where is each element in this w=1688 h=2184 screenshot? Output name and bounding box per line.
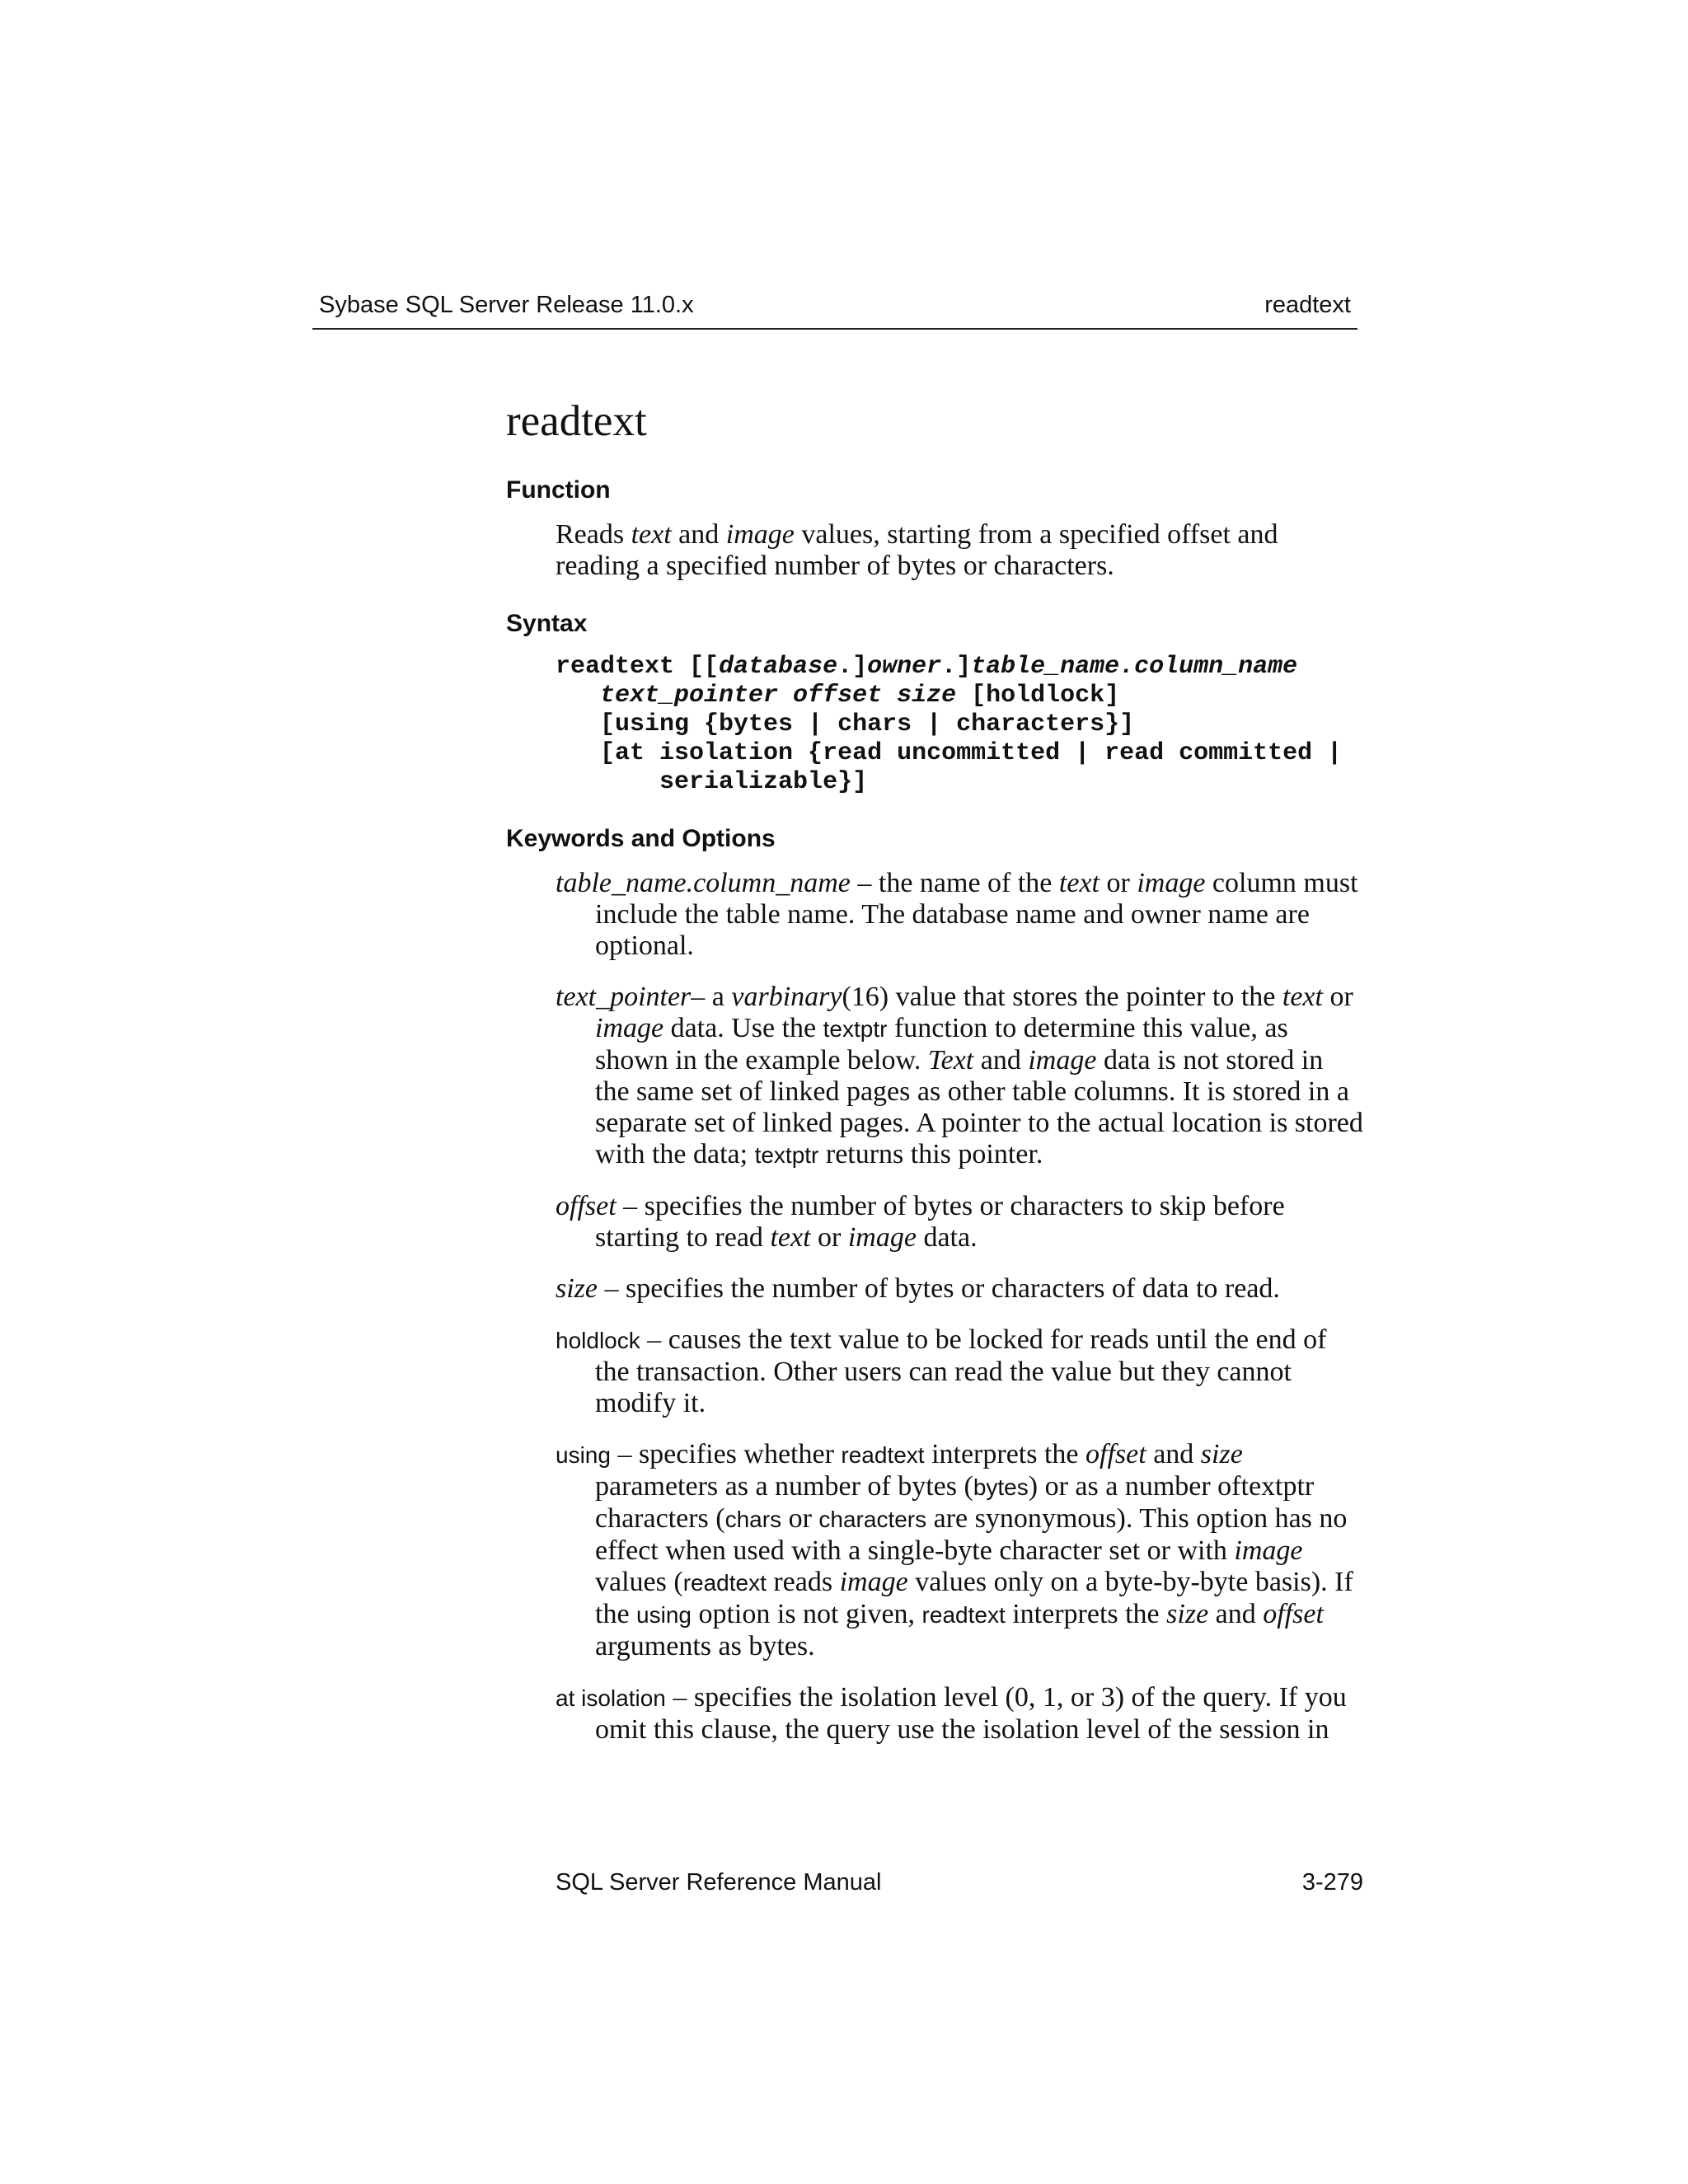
kw-text: function to determine this value, as shown in the example below. (595, 1012, 1288, 1076)
syntax-params: text_pointer offset size (600, 681, 957, 710)
kw-command: bytes (973, 1474, 1029, 1500)
kw-text: – specifies the number of bytes or characters to skip before starting to read (595, 1190, 1285, 1253)
kw-text: values only on a byte-by-byte basis). If the (595, 1566, 1353, 1629)
kw-text: interprets the (1005, 1598, 1167, 1629)
kw-text: data is not stored in the same set of linked pages as other table columns. It is stored in a separate set of linked pages. A pointer to the actual location is stored with the data; (595, 1044, 1363, 1169)
function-text-1: Reads (556, 518, 631, 550)
kw-text: and (1146, 1438, 1201, 1469)
kw-term: holdlock (556, 1327, 640, 1353)
kw-text: option is not given, (691, 1598, 922, 1629)
kw-text: or (781, 1502, 819, 1534)
keyword-using (556, 1439, 1363, 1662)
kw-text: – a (691, 981, 732, 1012)
kw-text: or (1322, 981, 1353, 1012)
syntax-database: database (719, 652, 838, 681)
kw-term: at isolation (556, 1685, 666, 1711)
kw-text: data. Use the (663, 1012, 823, 1043)
syntax-serializable: serializable}] (659, 767, 868, 796)
kw-command: chars (724, 1506, 782, 1532)
kw-text: or (1099, 867, 1137, 898)
kw-italic: text (770, 1221, 811, 1253)
keyword-at-isolation (556, 1682, 1363, 1746)
kw-italic: image (595, 1012, 664, 1043)
syntax-using: [using {bytes | chars | characters}] (600, 710, 1135, 738)
syntax-heading: Syntax (506, 609, 588, 637)
page-number: 3-279 (1301, 1869, 1363, 1896)
kw-italic: text (1282, 981, 1323, 1012)
kw-text: – specifies the isolation level (0, 1, or 3) of the query. If you omit this clause, the query use the isolation level of the session in (595, 1681, 1347, 1745)
kw-text: – causes the text value to be locked for reads until the end of the transaction. Other users can read the value but they cannot modify it. (595, 1324, 1327, 1418)
kw-text: returns this pointer. (818, 1138, 1043, 1169)
kw-italic: image (839, 1566, 908, 1597)
kw-command: textptr (823, 1015, 888, 1042)
keyword-offset (556, 1191, 1363, 1254)
header-product: Sybase SQL Server Release 11.0.x (319, 292, 694, 318)
kw-italic: image (1028, 1044, 1097, 1076)
kw-text: are synonymous). This option has no effect when used with a single-byte character set or with (595, 1502, 1348, 1566)
page-title: readtext (506, 397, 647, 445)
kw-text: (16) value that stores the pointer to the (842, 981, 1282, 1012)
kw-term: table_name.column_name (556, 867, 851, 898)
kw-text: ) or as a number oftextptr characters ( (595, 1470, 1315, 1534)
kw-command: characters (818, 1506, 927, 1532)
keyword-holdlock (556, 1324, 1363, 1419)
function-description (556, 519, 1363, 582)
syntax-dot2: .] (941, 652, 972, 681)
kw-text: – specifies the number of bytes or characters of data to read. (598, 1272, 1280, 1304)
kw-italic: text (1058, 867, 1100, 898)
syntax-dot1: .] (837, 652, 868, 681)
kw-italic: image (1137, 867, 1206, 898)
kw-command: using (636, 1601, 692, 1628)
kw-italic: offset (1263, 1598, 1324, 1629)
kw-command: readtext (841, 1441, 925, 1468)
header-topic: readtext (1264, 292, 1351, 318)
kw-term: offset (556, 1190, 617, 1221)
kw-text: interprets the (924, 1438, 1086, 1469)
footer-manual-title: SQL Server Reference Manual (556, 1869, 882, 1896)
running-header (312, 288, 1357, 330)
kw-command: textptr (754, 1141, 819, 1168)
syntax-block (556, 653, 1363, 797)
kw-text: – specifies whether (610, 1438, 842, 1469)
kw-italic: size (1200, 1438, 1243, 1469)
kw-italic: image (847, 1221, 917, 1253)
kw-text: or (810, 1221, 848, 1253)
function-heading: Function (506, 476, 611, 504)
function-text-italic-1: text (631, 518, 672, 550)
kw-term: using (556, 1441, 611, 1468)
kw-text: reads (766, 1566, 840, 1597)
page-content (506, 396, 1363, 1765)
kw-text: data. (916, 1221, 978, 1253)
kw-text: and (1208, 1598, 1264, 1629)
kw-italic: varbinary (731, 981, 842, 1012)
syntax-owner: owner (867, 652, 942, 681)
kw-command: readtext (921, 1601, 1006, 1628)
kw-command: readtext (682, 1569, 767, 1596)
kw-text: and (973, 1044, 1029, 1076)
kw-italic: Text (927, 1044, 974, 1076)
function-text-3: values, starting from a specified offset and reading a specified number of bytes or characters. (556, 518, 1278, 581)
kw-italic: offset (1085, 1438, 1146, 1469)
syntax-line1-kw: readtext [[ (556, 652, 720, 681)
running-footer (556, 1869, 1363, 1896)
kw-term: text_pointer (556, 981, 692, 1012)
kw-italic: image (1234, 1535, 1303, 1566)
function-text-2: and (671, 518, 726, 550)
keyword-text-pointer (556, 982, 1363, 1171)
kw-text: – the name of the (850, 867, 1059, 898)
keyword-size (556, 1273, 1363, 1305)
kw-italic: size (1166, 1598, 1209, 1629)
kw-text: arguments as bytes. (595, 1630, 815, 1661)
kw-text: values ( (595, 1566, 683, 1597)
keywords-heading: Keywords and Options (506, 824, 776, 852)
syntax-isolation: [at isolation {read uncommitted | read committed | (600, 738, 1343, 767)
kw-text: column must include the table name. The database name and owner name are optional. (595, 867, 1358, 961)
kw-text: parameters as a number of bytes ( (595, 1470, 973, 1502)
syntax-holdlock: [holdlock] (956, 681, 1120, 710)
kw-term: size (556, 1272, 598, 1304)
keyword-table-column (556, 868, 1363, 962)
function-text-italic-2: image (725, 518, 795, 550)
syntax-table-column: table_name.column_name (971, 652, 1298, 681)
